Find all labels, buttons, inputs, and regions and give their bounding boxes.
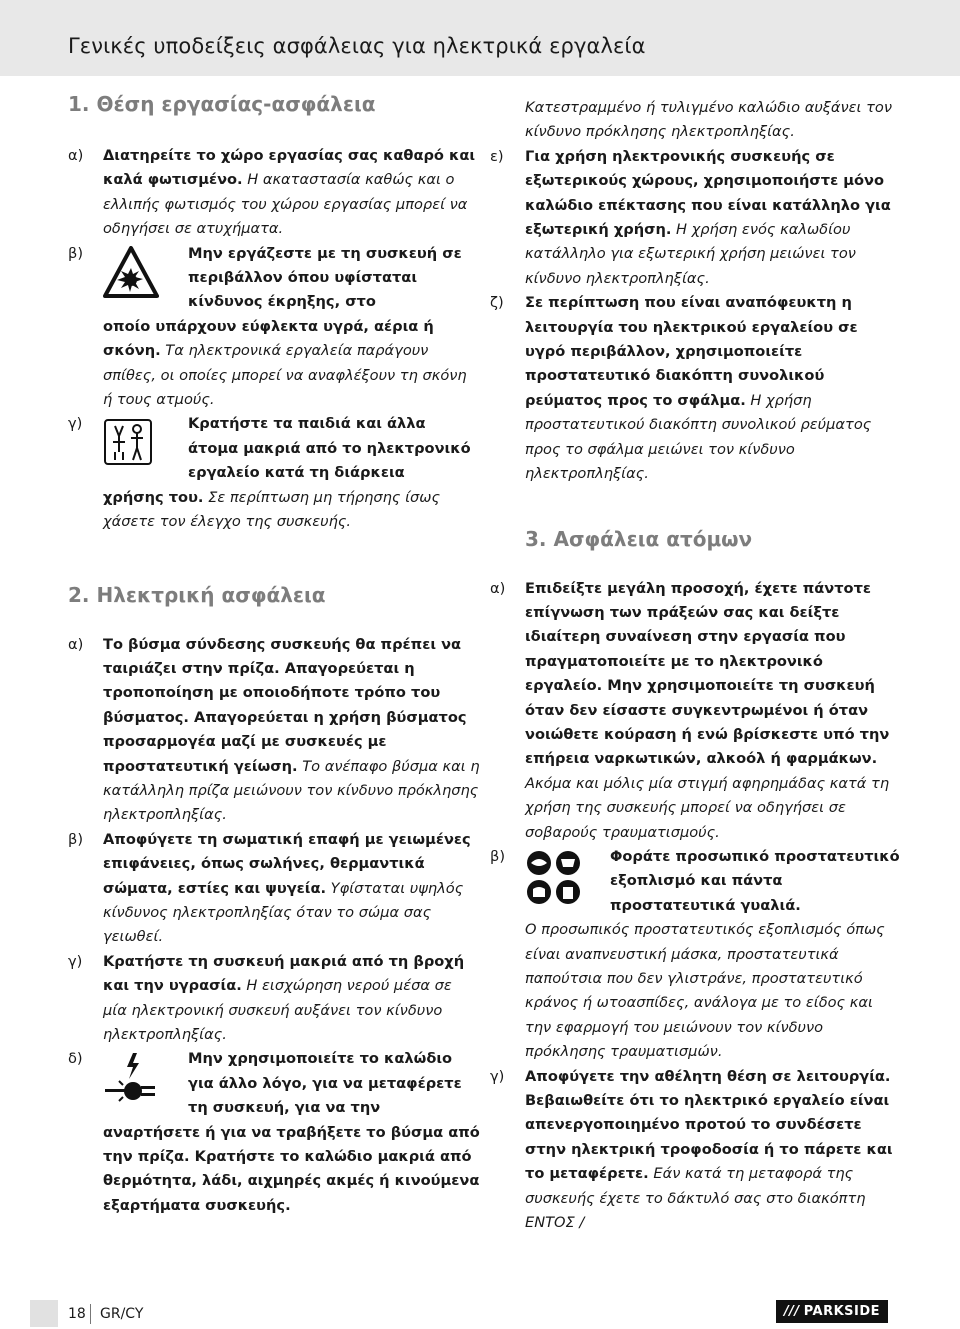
item-body xyxy=(103,242,480,413)
s2-item-d-continued xyxy=(490,96,900,145)
item-bold-text: Μην χρησιμοποιείτε το καλώδιο για άλλο λόγο, για να μεταφέρετε τη συσκευή, για να την xyxy=(188,1050,462,1117)
item-text: Η χρήση ενός καλωδίου κατάλληλο για εξωτερική χρήση μειώνει τον κίνδυνο ηλεκτροπληξίας. xyxy=(525,221,856,287)
s3-item-b xyxy=(490,845,900,1065)
s1-item-b xyxy=(68,242,480,413)
brand-name: PARKSIDE xyxy=(803,1304,881,1319)
s2-item-d xyxy=(68,1047,480,1218)
item-bold-text: Για χρήση ηλεκτρονικής συσκευής σε εξωτερικούς χώρους, χρησιμοποιήστε μόνο καλώδιο επέκτασης που είναι κατάλληλο για εξωτερική χρήση. xyxy=(525,147,891,239)
item-body xyxy=(103,950,480,1048)
item-label: δ) xyxy=(68,1050,83,1068)
s3-item-a xyxy=(490,577,900,845)
brand-mark: /// xyxy=(783,1304,800,1319)
item-bold-text: Μην εργάζεστε με τη συσκευή σε περιβάλλον όπου υφίσταται κίνδυνος έκρηξης, στο xyxy=(188,244,462,311)
parkside-logo xyxy=(776,1300,888,1323)
item-label: β) xyxy=(490,847,506,865)
item-text: Ο προσωπικός προστατευτικός εξοπλισμός όπως είναι αναπνευστική μάσκα, προστατευτικά παπούτσια που δεν γλιστράνε, προστατευτικό κράνος ή ωτοασπίδες, ανάλογα με το είδος και την εφαρμογή του μειώνουν τον κίνδυνο πρόκλησης τραυματισμών. xyxy=(525,921,885,1061)
right-column xyxy=(490,96,900,1235)
item-label: α) xyxy=(68,147,84,164)
item-label: γ) xyxy=(68,952,83,970)
s2-item-b xyxy=(68,828,480,950)
item-bold-text: Κρατήστε τη συσκευή μακριά από τη βροχή και την υγρασία. xyxy=(103,952,465,995)
item-continuation xyxy=(103,486,480,535)
item-text: Ακόμα και μόλις μία στιγμή αφηρημάδας κατά τη χρήση της συσκευής μπορεί να οδηγήσει σε σοβαρούς τραυματισμούς. xyxy=(525,774,890,841)
item-label: α) xyxy=(490,579,506,597)
s1-item-a xyxy=(68,144,480,242)
item-text: Κατεστραμμένο ή τυλιγμένο καλώδιο αυξάνει τον κίνδυνο πρόκλησης ηλεκτροπληξίας. xyxy=(525,99,893,141)
item-label: ε) xyxy=(490,147,504,165)
keep-children-away-icon xyxy=(103,412,188,485)
item-text: Η ακαταστασία καθώς και ο ελλιπής φωτισμός του χώρου εργασίας μπορεί να οδηγήσει σε ατυχήματα. xyxy=(103,171,468,238)
item-body xyxy=(103,633,480,828)
page-number: 18 xyxy=(68,1306,86,1322)
section-3-title: 3. Ασφάλεια ατόμων xyxy=(525,526,753,551)
section-1-title: 1. Θέση εργασίας-ασφάλεια xyxy=(68,92,376,116)
item-label-spacer xyxy=(490,96,525,145)
item-text: Τα ηλεκτρονικά εργαλεία παράγουν σπίθες, οι οποίες μπορεί να αναφλέξουν τη σκόνη ή τους ατμούς. xyxy=(103,342,467,409)
explosion-hazard-icon xyxy=(103,242,188,315)
item-bold-text: Επιδείξτε μεγάλη προσοχή, έχετε πάντοτε επίγνωση των πράξεών σας και δείξτε ιδιαίτερη συναίνεση στην εργασία που πραγματοποιείτε με το ηλεκτρονικό εργαλείο. Μην χρησιμοποιείτε τη συσκευή όταν δεν είσαστε συγκεντρωμένοι ή όταν νοιώθετε κούραση ή ενώ βρίσκεστε υπό την επήρεια ναρκωτικών, αλκοόλ ή φαρμάκων. xyxy=(525,579,890,768)
left-column xyxy=(68,88,480,1218)
page-marker xyxy=(30,1300,58,1327)
item-bold-text: Κρατήστε τα παιδιά και άλλα άτομα μακριά από το ηλεκτρονικό εργαλείο κατά τη διάρκεια xyxy=(188,415,471,482)
item-text: Σε περίπτωση μη τήρησης ίσως χάσετε τον έλεγχο της συσκευής. xyxy=(103,488,441,531)
figure-row xyxy=(103,242,480,315)
item-bold-text: Σε περίπτωση που είναι αναπόφευκτη η λειτουργία του ηλεκτρικού εργαλείου σε υγρό περιβάλλον, χρησιμοποιείτε προστατευτικό διακόπτη συνολικού ρεύματος προς το σφάλμα. xyxy=(525,294,858,409)
page-title: Γενικές υποδείξεις ασφάλειας για ηλεκτρικά εργαλεία xyxy=(68,34,646,58)
footer-divider xyxy=(90,1304,91,1324)
item-bold-text: χρήσης του. xyxy=(103,488,204,506)
item-label: γ) xyxy=(68,415,83,433)
item-text: Υφίσταται υψηλός κίνδυνος ηλεκτροπληξίας όταν το σώμα σας γειωθεί. xyxy=(103,879,464,946)
item-bold-text: αναρτήσετε ή για να τραβήξετε το βύσμα από την πρίζα. Κρατήστε το καλώδιο μακριά από θερμότητα, λάδι, αιχμηρές ακμές ή κινούμενα εξαρτήματα συσκευής. xyxy=(103,1123,480,1214)
item-body xyxy=(525,291,900,486)
item-bold-text: οποίο υπάρχουν εύφλεκτα υγρά, αέρια ή σκόνη. xyxy=(103,317,434,360)
item-body xyxy=(525,145,900,291)
item-text: Εάν κατά τη μεταφορά της συσκευής έχετε το δάκτυλό σας στο διακόπτη ΕΝΤΟΣ / xyxy=(525,1165,866,1232)
item-body xyxy=(525,1065,900,1236)
s2-item-e xyxy=(490,145,900,291)
item-bold-text: Αποφύγετε την αθέλητη θέση σε λειτουργία. Βεβαιωθείτε ότι το ηλεκτρικό εργαλείο είναι απενεργοποιημένο προτού το συνδέσετε στην ηλεκτρική τροφοδοσία ή το πάρετε και το μεταφέρετε. xyxy=(525,1067,893,1183)
figure-row xyxy=(525,845,900,918)
s2-item-a xyxy=(68,633,480,828)
item-body xyxy=(103,412,480,534)
page-header xyxy=(0,0,960,76)
item-body xyxy=(525,577,900,845)
item-body xyxy=(103,144,480,242)
item-bold-text: Το βύσμα σύνδεσης συσκευής θα πρέπει να ταιριάζει στην πρίζα. Απαγορεύεται η τροποποίηση με οποιοδήποτε τρόπο του βύσματος. Απαγορεύεται η χρήση βύσματος προσαρμογέα μαζί με συσκευές με προστατευτική γείωση. xyxy=(103,635,467,775)
s3-item-c xyxy=(490,1065,900,1236)
item-text: Το ανέπαφο βύσμα και η κατάλληλη πρίζα μειώνουν τον κίνδυνο πρόκλησης ηλεκτροπληξίας. xyxy=(103,757,480,824)
item-bold-text: Αποφύγετε τη σωματική επαφή με γειωμένες επιφάνειες, όπως σωλήνες, θερμαντικά σώματα, εστίες και ψυγεία. xyxy=(103,830,471,897)
item-label: β) xyxy=(68,830,84,848)
figure-row xyxy=(103,412,480,485)
item-label: ζ) xyxy=(490,294,504,312)
country-code: GR/CY xyxy=(100,1306,144,1322)
item-continuation xyxy=(103,315,480,413)
s2-item-c xyxy=(68,950,480,1048)
s2-item-f xyxy=(490,291,900,486)
item-bold-text: Διατηρείτε το χώρο εργασίας σας καθαρό και καλά φωτισμένο. xyxy=(103,147,476,189)
electric-plug-icon xyxy=(103,1047,188,1120)
item-label: β) xyxy=(68,244,84,262)
item-text: Η χρήση προστατευτικού διακόπτη συνολικού ρεύματος προς το σφάλμα μειώνει τον κίνδυνο ηλεκτροπληξίας. xyxy=(525,391,872,483)
item-text: Η εισχώρηση νερού μέσα σε μία ηλεκτρονική συσκευή αυξάνει τον κίνδυνο ηλεκτροπληξίας. xyxy=(103,977,452,1043)
item-label: γ) xyxy=(490,1067,505,1085)
item-body xyxy=(103,1047,480,1218)
item-bold-text: Φοράτε προσωπικό προστατευτικό εξοπλισμό και πάντα προστατευτικά γυαλιά. xyxy=(610,847,900,914)
figure-row xyxy=(103,1047,480,1120)
s1-item-c xyxy=(68,412,480,534)
item-label: α) xyxy=(68,635,84,653)
section-2-title: 2. Ηλεκτρική ασφάλεια xyxy=(68,582,326,607)
item-body xyxy=(103,828,480,950)
item-body xyxy=(525,845,900,1065)
protective-equipment-icon xyxy=(525,845,610,918)
